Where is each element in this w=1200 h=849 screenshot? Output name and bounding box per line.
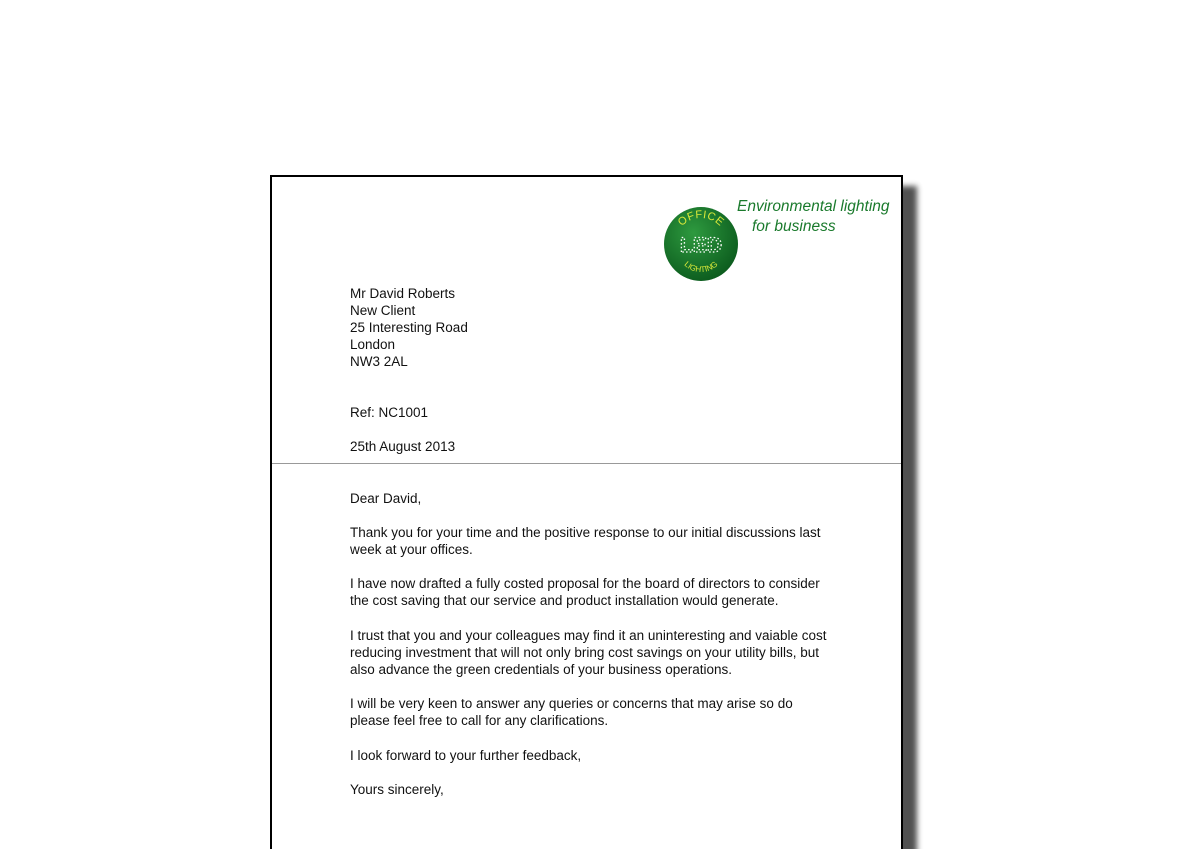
salutation: Dear David, [350, 491, 422, 506]
header-divider [272, 463, 901, 464]
paragraph-1 [350, 524, 821, 558]
recipient-address [350, 285, 468, 370]
logo-top-text: OFFICE [675, 208, 727, 229]
paragraph-2 [350, 575, 820, 609]
paragraph-line: the cost saving that our service and product installation would generate. [350, 593, 779, 608]
tagline [737, 197, 890, 237]
tagline-line-1: Environmental lighting [737, 198, 890, 215]
recipient-street: 25 Interesting Road [350, 320, 468, 335]
paragraph-line: week at your offices. [350, 542, 473, 557]
paragraph-line: I trust that you and your colleagues may find it an uninteresting and vaiable cost [350, 628, 827, 643]
office-led-lighting-logo [663, 206, 739, 282]
recipient-postcode: NW3 2AL [350, 354, 408, 369]
reference: Ref: NC1001 [350, 405, 429, 420]
paragraph-line: please feel free to call for any clarifications. [350, 713, 609, 728]
tagline-line-2: for business [752, 218, 836, 235]
paragraph-line: Thank you for your time and the positive response to our initial discussions last [350, 525, 821, 540]
paragraph-4 [350, 695, 793, 729]
paragraph-line: I have now drafted a fully costed proposal for the board of directors to consider [350, 576, 820, 591]
closing: Yours sincerely, [350, 782, 444, 797]
paragraph-line: I look forward to your further feedback, [350, 748, 582, 763]
logo-mid-text: LED [680, 234, 722, 257]
paragraph-3 [350, 627, 827, 678]
paragraph-line: also advance the green credentials of your business operations. [350, 662, 732, 677]
letter-date: 25th August 2013 [350, 439, 456, 454]
recipient-company: New Client [350, 303, 416, 318]
recipient-city: London [350, 337, 396, 352]
paragraph-line: reducing investment that will not only bring cost savings on your utility bills, but [350, 645, 819, 660]
paragraph-5 [350, 747, 581, 764]
logo-bottom-text: LIGHTING [682, 259, 720, 275]
paragraph-line: I will be very keen to answer any queries or concerns that may arise so do [350, 696, 793, 711]
letter-page [270, 175, 903, 849]
recipient-name: Mr David Roberts [350, 286, 456, 301]
